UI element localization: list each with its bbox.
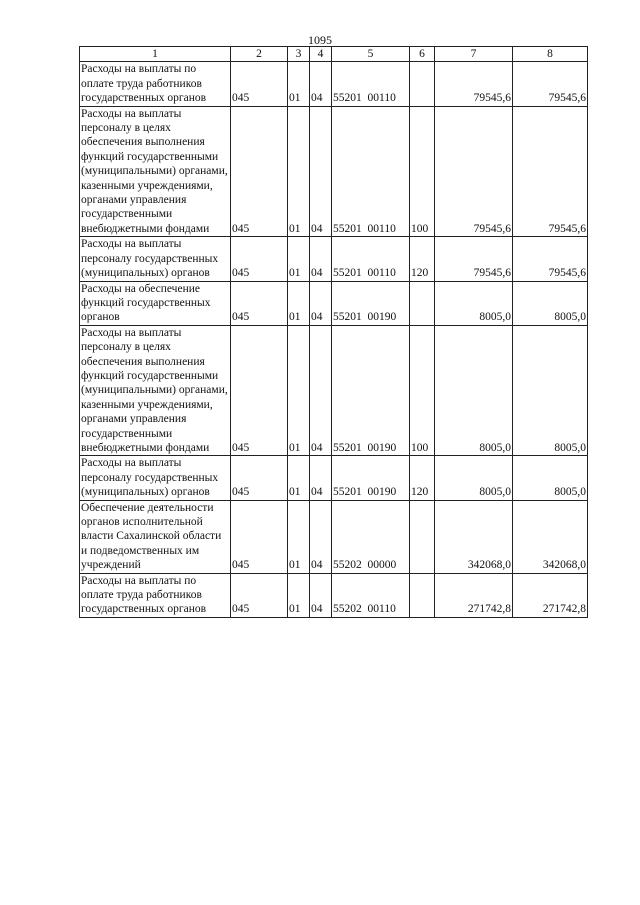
expense-type-code [410, 62, 435, 106]
table-row [80, 500, 588, 573]
amount-column-7: 8005,0 [435, 325, 513, 456]
subsection-code: 04 [310, 106, 332, 237]
column-header: 2 [231, 47, 288, 62]
subsection-code: 04 [310, 237, 332, 281]
amount-column-8: 8005,0 [513, 456, 588, 500]
subsection-code: 04 [310, 456, 332, 500]
section-code: 01 [288, 456, 310, 500]
expense-name: Расходы на обеспечение функций государственных органов [80, 281, 231, 325]
expense-type-code [410, 573, 435, 617]
ministry-code: 045 [231, 573, 288, 617]
amount-column-7: 8005,0 [435, 281, 513, 325]
ministry-code: 045 [231, 281, 288, 325]
page-number: 1095 [308, 33, 332, 47]
subsection-code: 04 [310, 500, 332, 573]
ministry-code: 045 [231, 456, 288, 500]
section-code: 01 [288, 500, 310, 573]
expense-type-code: 120 [410, 456, 435, 500]
target-article-code: 55201 00190 [332, 325, 410, 456]
expense-type-code: 120 [410, 237, 435, 281]
budget-table [79, 46, 588, 618]
subsection-code: 04 [310, 573, 332, 617]
expense-name: Расходы на выплаты по оплате труда работников государственных органов [80, 573, 231, 617]
target-article-code: 55201 00110 [332, 62, 410, 106]
expense-type-code [410, 281, 435, 325]
section-code: 01 [288, 237, 310, 281]
expense-name: Расходы на выплаты по оплате труда работников государственных органов [80, 62, 231, 106]
amount-column-7: 79545,6 [435, 62, 513, 106]
amount-column-8: 271742,8 [513, 573, 588, 617]
amount-column-7: 342068,0 [435, 500, 513, 573]
expense-name: Расходы на выплаты персоналу в целях обеспечения выполнения функций государственными (муниципальными) органами, казенными учреждениями, органами управления государственными внебюджетными фондами [80, 325, 231, 456]
target-article-code: 55201 00190 [332, 281, 410, 325]
target-article-code: 55201 00110 [332, 106, 410, 237]
target-article-code: 55201 00110 [332, 237, 410, 281]
expense-type-code [410, 500, 435, 573]
header-row [80, 47, 588, 62]
column-header: 5 [332, 47, 410, 62]
expense-type-code: 100 [410, 325, 435, 456]
amount-column-8: 79545,6 [513, 62, 588, 106]
table-row [80, 237, 588, 281]
column-header: 8 [513, 47, 588, 62]
expense-name: Расходы на выплаты персоналу государственных (муниципальных) органов [80, 456, 231, 500]
section-code: 01 [288, 573, 310, 617]
amount-column-7: 79545,6 [435, 106, 513, 237]
table-row [80, 325, 588, 456]
subsection-code: 04 [310, 62, 332, 106]
table-row [80, 573, 588, 617]
ministry-code: 045 [231, 237, 288, 281]
amount-column-8: 8005,0 [513, 325, 588, 456]
amount-column-7: 79545,6 [435, 237, 513, 281]
amount-column-8: 79545,6 [513, 106, 588, 237]
column-header: 3 [288, 47, 310, 62]
ministry-code: 045 [231, 325, 288, 456]
table-row [80, 106, 588, 237]
expense-type-code: 100 [410, 106, 435, 237]
amount-column-7: 271742,8 [435, 573, 513, 617]
column-header: 6 [410, 47, 435, 62]
section-code: 01 [288, 325, 310, 456]
column-header: 1 [80, 47, 231, 62]
amount-column-8: 342068,0 [513, 500, 588, 573]
amount-column-7: 8005,0 [435, 456, 513, 500]
expense-name: Расходы на выплаты персоналу государственных (муниципальных) органов [80, 237, 231, 281]
expense-name: Обеспечение деятельности органов исполнительной власти Сахалинской области и подведомственных им учреждений [80, 500, 231, 573]
section-code: 01 [288, 62, 310, 106]
expense-name: Расходы на выплаты персоналу в целях обеспечения выполнения функций государственными (муниципальными) органами, казенными учреждениями, органами управления государственными внебюджетными фондами [80, 106, 231, 237]
column-header: 7 [435, 47, 513, 62]
subsection-code: 04 [310, 281, 332, 325]
section-code: 01 [288, 281, 310, 325]
table-row [80, 456, 588, 500]
amount-column-8: 79545,6 [513, 237, 588, 281]
target-article-code: 55201 00190 [332, 456, 410, 500]
ministry-code: 045 [231, 62, 288, 106]
column-header: 4 [310, 47, 332, 62]
table-row [80, 281, 588, 325]
table-row [80, 62, 588, 106]
target-article-code: 55202 00110 [332, 573, 410, 617]
ministry-code: 045 [231, 500, 288, 573]
amount-column-8: 8005,0 [513, 281, 588, 325]
subsection-code: 04 [310, 325, 332, 456]
target-article-code: 55202 00000 [332, 500, 410, 573]
section-code: 01 [288, 106, 310, 237]
ministry-code: 045 [231, 106, 288, 237]
